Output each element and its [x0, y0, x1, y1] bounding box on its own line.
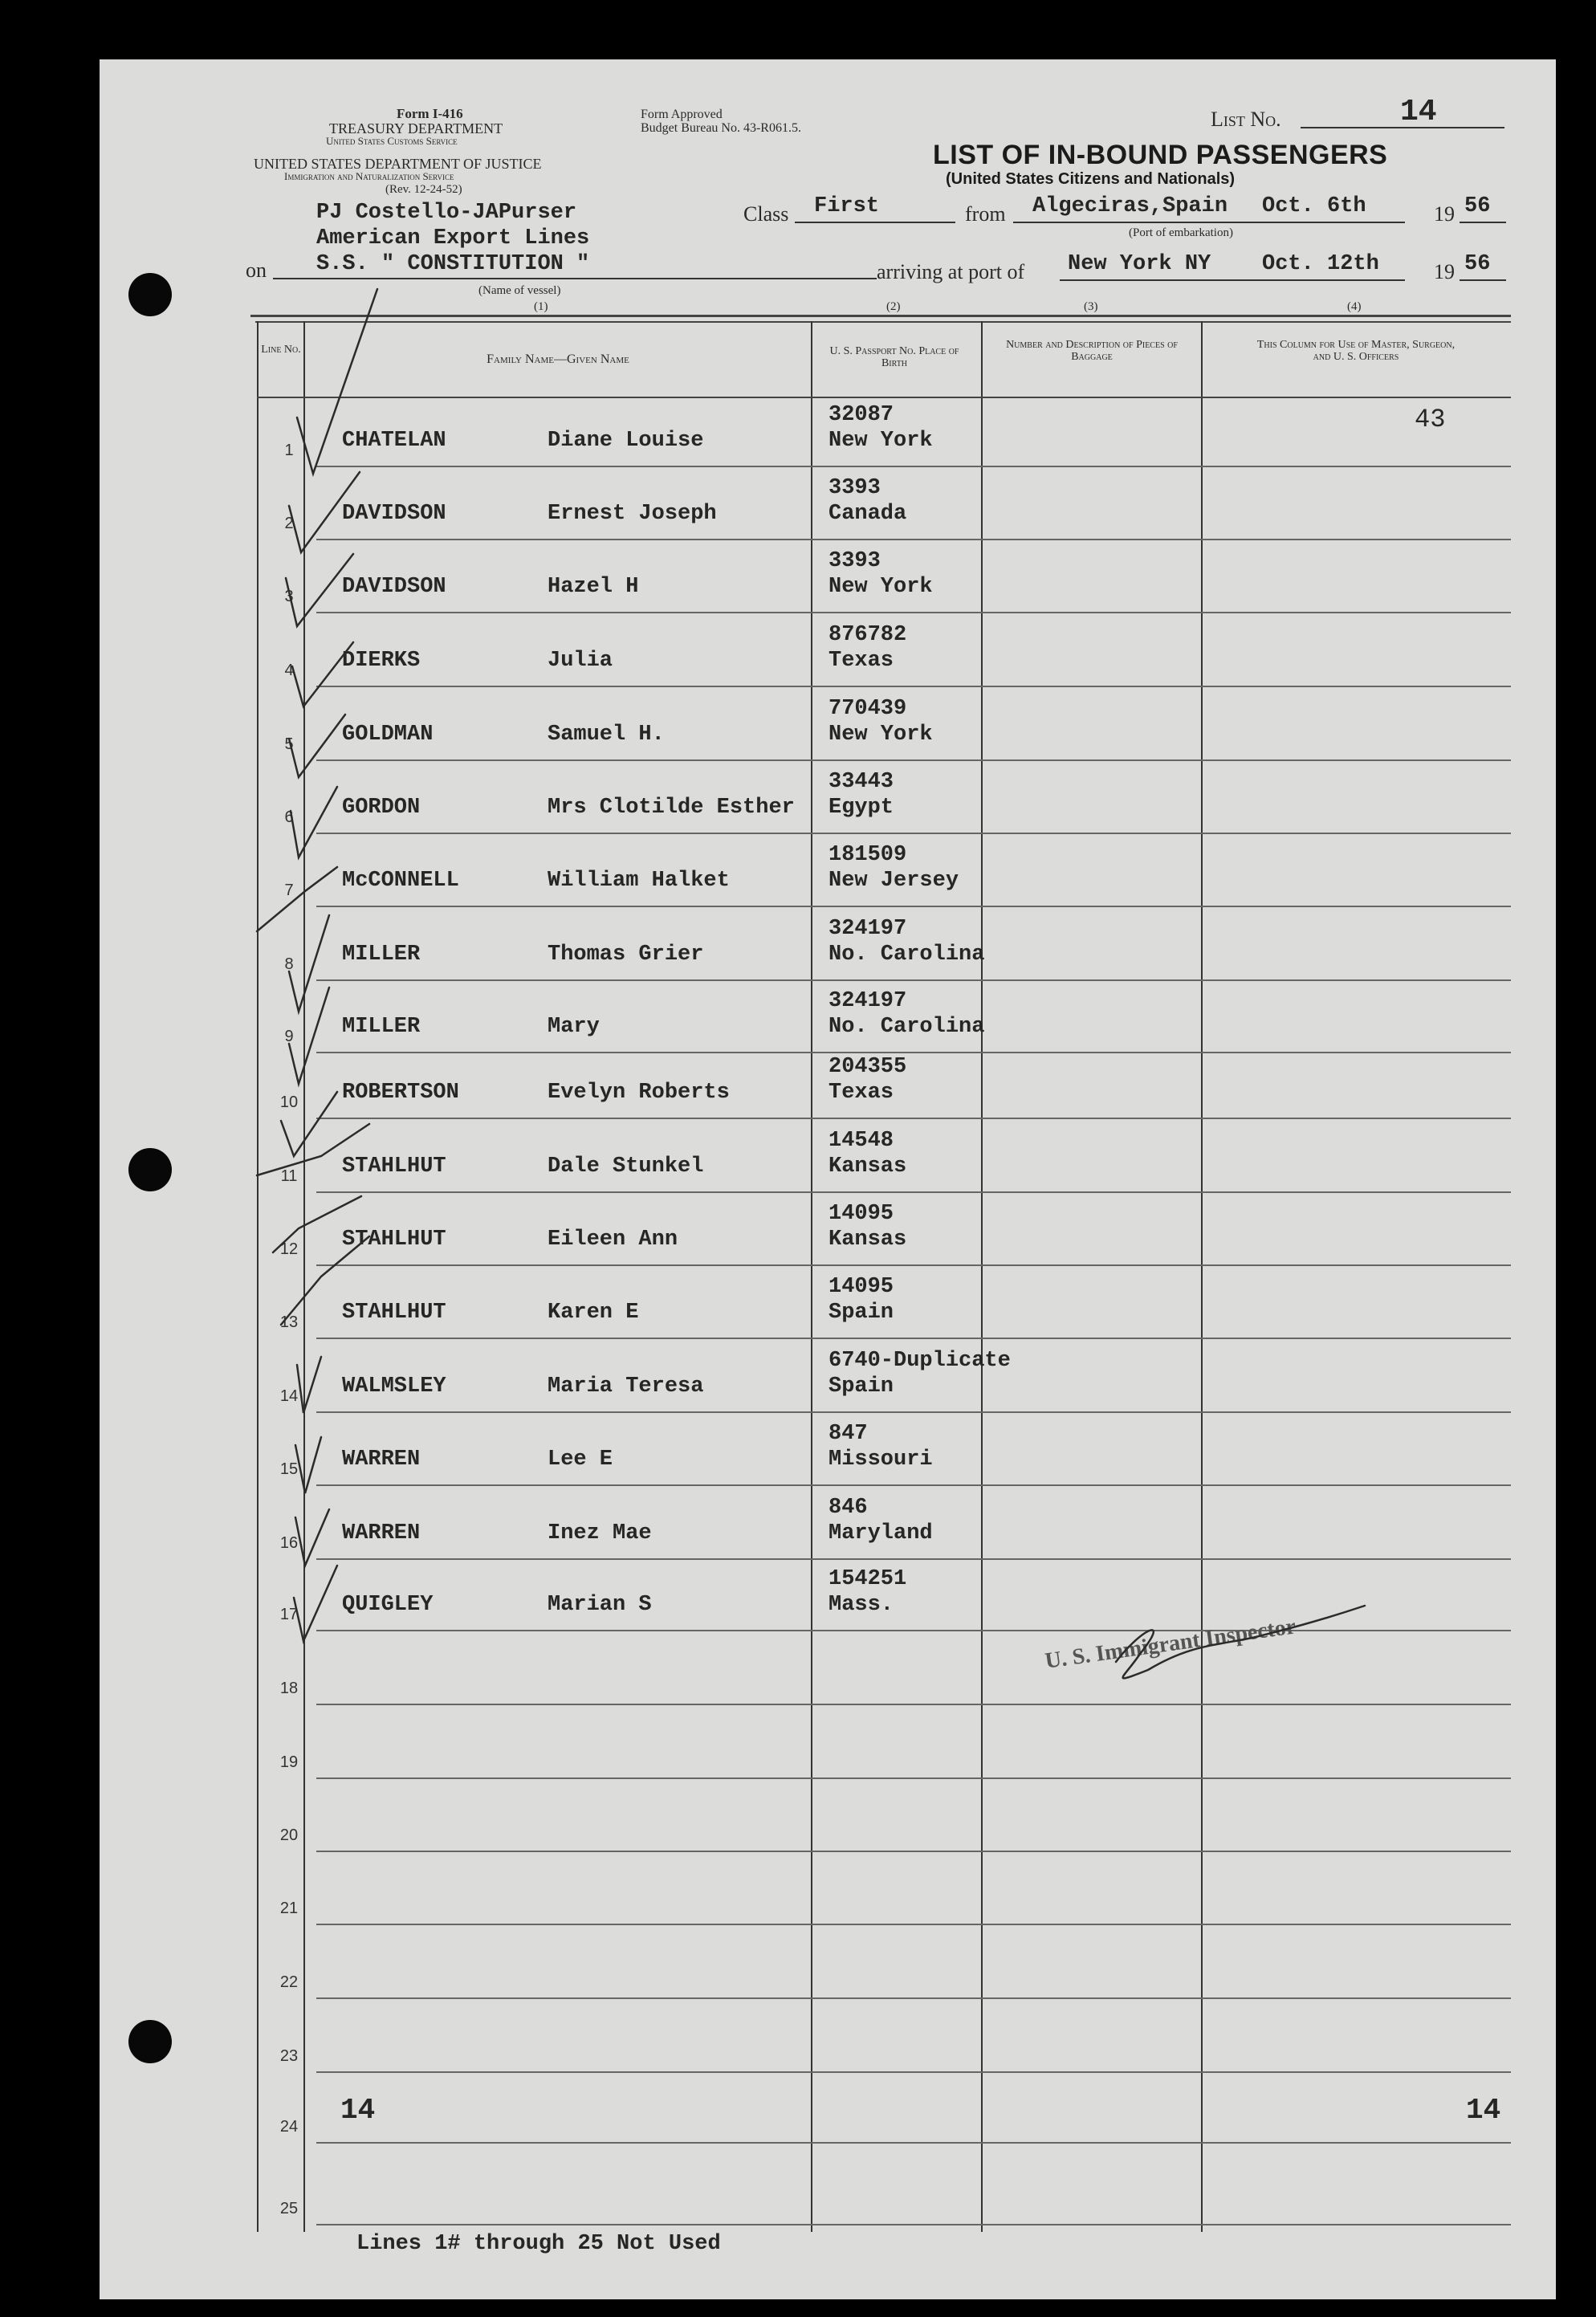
given-name: Mary: [548, 1015, 600, 1039]
line-number: 10: [279, 1093, 299, 1111]
passport-number: 876782: [829, 623, 907, 647]
line-number: 17: [279, 1606, 299, 1623]
col-header-baggage: Number and Description of Pieces of Baggage: [1006, 339, 1178, 363]
inspector-stamp: U. S. Immigrant Inspector: [1043, 1614, 1298, 1674]
family-name: QUIGLEY: [342, 1593, 434, 1617]
birth-place: Mass.: [829, 1593, 894, 1617]
line-number: 14: [279, 1387, 299, 1405]
arriving-label: arriving at port of: [877, 260, 1025, 283]
birth-place: Kansas: [829, 1154, 907, 1179]
col-header-passport: U. S. Passport No. Place of Birth: [829, 345, 959, 369]
birth-place: Kansas: [829, 1228, 907, 1252]
rev-date: (Rev. 12-24-52): [385, 183, 462, 196]
embark-caption: (Port of embarkation): [1129, 226, 1233, 239]
class-value: First: [814, 194, 880, 218]
line-number: 13: [279, 1313, 299, 1331]
given-name: Thomas Grier: [548, 943, 704, 967]
given-name: Hazel H: [548, 575, 639, 599]
dept-name: TREASURY DEPARTMENT: [329, 120, 503, 136]
line-number: 7: [284, 882, 294, 899]
vessel-name: S.S. " CONSTITUTION ": [316, 252, 590, 276]
family-name: DAVIDSON: [342, 575, 446, 599]
family-name: STAHLHUT: [342, 1228, 446, 1252]
class-label: Class: [743, 202, 789, 226]
embark-date: Oct. 6th: [1262, 194, 1366, 218]
given-name: Marian S: [548, 1593, 652, 1617]
line-number: 12: [279, 1240, 299, 1258]
family-name: STAHLHUT: [342, 1154, 446, 1179]
check-mark: [257, 867, 337, 931]
arrival-year-prefix: 19: [1434, 260, 1455, 283]
check-mark: [257, 1124, 369, 1175]
given-name: Maria Teresa: [548, 1374, 704, 1399]
family-name: WALMSLEY: [342, 1374, 446, 1399]
line-number: 4: [284, 662, 294, 679]
family-name: GORDON: [342, 796, 421, 820]
family-name: STAHLHUT: [342, 1301, 446, 1325]
birth-place: Egypt: [829, 796, 894, 820]
given-name: William Halket: [548, 869, 730, 893]
given-name: Karen E: [548, 1301, 639, 1325]
family-name: GOLDMAN: [342, 723, 434, 747]
check-mark: [297, 289, 377, 474]
birth-place: New York: [829, 723, 933, 747]
given-name: Inez Mae: [548, 1521, 652, 1545]
given-name: Julia: [548, 649, 613, 673]
birth-place: Texas: [829, 1081, 894, 1105]
col-num-3: (3): [1084, 300, 1098, 313]
passport-number: 32087: [829, 403, 894, 427]
passport-number: 847: [829, 1422, 868, 1446]
check-mark: [289, 987, 329, 1084]
birth-place: New Jersey: [829, 869, 959, 893]
birth-place: Spain: [829, 1301, 894, 1325]
col-num-4: (4): [1347, 300, 1362, 313]
check-mark: [295, 1437, 321, 1493]
line-number: 20: [279, 1826, 299, 1844]
officer-note: 43: [1415, 405, 1446, 434]
total-right: 14: [1466, 2094, 1501, 2127]
footer-note: Lines 1# through 25 Not Used: [356, 2232, 721, 2256]
given-name: Eileen Ann: [548, 1228, 678, 1252]
family-name: WARREN: [342, 1521, 421, 1545]
check-mark: [281, 1236, 369, 1325]
line-number: 25: [279, 2200, 299, 2217]
shipping-line: American Export Lines: [316, 226, 590, 250]
ins-name: Immigration and Naturalization Service: [284, 170, 454, 182]
check-mark: [295, 1509, 329, 1566]
passport-number: 14095: [829, 1202, 894, 1226]
line-number: 21: [279, 1900, 299, 1917]
line-number: 22: [279, 1973, 299, 1991]
given-name: Diane Louise: [548, 429, 704, 453]
passport-number: 14095: [829, 1275, 894, 1299]
col-header-line-no: Line No.: [261, 344, 301, 356]
passport-number: 324197: [829, 989, 907, 1013]
check-mark: [289, 915, 329, 1012]
check-mark: [273, 1196, 361, 1252]
page-title: LIST OF IN-BOUND PASSENGERS: [933, 140, 1388, 170]
line-number: 1: [284, 442, 294, 459]
given-name: Lee E: [548, 1448, 613, 1472]
list-number: 14: [1400, 95, 1437, 129]
family-name: ROBERTSON: [342, 1081, 459, 1105]
given-name: Mrs Clotilde Esther: [548, 796, 795, 820]
line-number: 23: [279, 2047, 299, 2065]
passport-number: 204355: [829, 1055, 907, 1079]
line-number: 19: [279, 1753, 299, 1771]
line-number: 16: [279, 1534, 299, 1552]
page-subtitle: (United States Citizens and Nationals): [946, 170, 1236, 188]
passport-number: 324197: [829, 917, 907, 941]
line-number: 5: [284, 735, 294, 753]
birth-place: Maryland: [829, 1521, 933, 1545]
check-mark: [281, 1092, 337, 1156]
line-number: 15: [279, 1460, 299, 1478]
check-mark: [289, 715, 345, 777]
birth-place: New York: [829, 429, 933, 453]
check-mark: [289, 472, 360, 552]
check-mark: [286, 554, 353, 626]
birth-place: Spain: [829, 1374, 894, 1399]
check-mark: [291, 787, 337, 857]
embark-year-prefix: 19: [1434, 202, 1455, 226]
line-number: 11: [280, 1167, 298, 1185]
col-header-officers: This Column for Use of Master, Surgeon, and U. S. Officers: [1256, 339, 1456, 363]
arrival-date: Oct. 12th: [1262, 252, 1379, 276]
embark-port: Algeciras,Spain: [1032, 194, 1228, 218]
line-number: 6: [284, 808, 294, 826]
passport-number: 33443: [829, 770, 894, 794]
total-left: 14: [340, 2094, 376, 2127]
arrival-year: 56: [1464, 252, 1491, 276]
line-number: 9: [284, 1028, 294, 1045]
birth-place: New York: [829, 575, 933, 599]
on-label: on: [246, 259, 267, 282]
customs-name: United States Customs Service: [326, 135, 458, 147]
given-name: Dale Stunkel: [548, 1154, 704, 1179]
line-number: 2: [284, 515, 294, 532]
birth-place: Texas: [829, 649, 894, 673]
passport-number: 3393: [829, 549, 881, 573]
birth-place: Canada: [829, 502, 907, 526]
given-name: Ernest Joseph: [548, 502, 717, 526]
embark-year: 56: [1464, 194, 1491, 218]
family-name: DIERKS: [342, 649, 421, 673]
family-name: CHATELAN: [342, 429, 446, 453]
passport-number: 181509: [829, 843, 907, 867]
birth-place: No. Carolina: [829, 943, 985, 967]
passport-number: 770439: [829, 697, 907, 721]
family-name: McCONNELL: [342, 869, 459, 893]
passport-number: 154251: [829, 1567, 907, 1591]
family-name: WARREN: [342, 1448, 421, 1472]
birth-place: No. Carolina: [829, 1015, 985, 1039]
form-approved: Form Approved: [641, 108, 723, 121]
family-name: MILLER: [342, 1015, 421, 1039]
passport-number: 846: [829, 1496, 868, 1520]
form-id: Form I-416: [397, 106, 463, 121]
family-name: DAVIDSON: [342, 502, 446, 526]
budget-bureau: Budget Bureau No. 43-R061.5.: [641, 121, 801, 135]
line-number: 18: [279, 1680, 299, 1697]
justice-name: UNITED STATES DEPARTMENT OF JUSTICE: [254, 156, 542, 172]
given-name: Samuel H.: [548, 723, 665, 747]
line-number: 3: [284, 588, 294, 605]
arrival-port: New York NY: [1068, 252, 1211, 276]
from-label: from: [965, 202, 1006, 226]
col-num-1: (1): [534, 300, 548, 313]
list-no-label: List No.: [1211, 108, 1281, 131]
family-name: MILLER: [342, 943, 421, 967]
passport-number: 6740-Duplicate: [829, 1349, 1011, 1373]
col-header-name: Family Name—Given Name: [487, 352, 629, 366]
vessel-caption: (Name of vessel): [478, 284, 561, 297]
line-number: 24: [279, 2118, 299, 2136]
passport-number: 14548: [829, 1129, 894, 1153]
line-number: 8: [284, 955, 294, 973]
birth-place: Missouri: [829, 1448, 933, 1472]
check-mark: [294, 1566, 337, 1641]
col-num-2: (2): [886, 300, 901, 313]
purser-name: PJ Costello-JAPurser: [316, 201, 577, 225]
signature: [1116, 1606, 1365, 1678]
check-mark: [292, 642, 353, 707]
check-mark: [297, 1357, 321, 1413]
passport-number: 3393: [829, 476, 881, 500]
given-name: Evelyn Roberts: [548, 1081, 730, 1105]
